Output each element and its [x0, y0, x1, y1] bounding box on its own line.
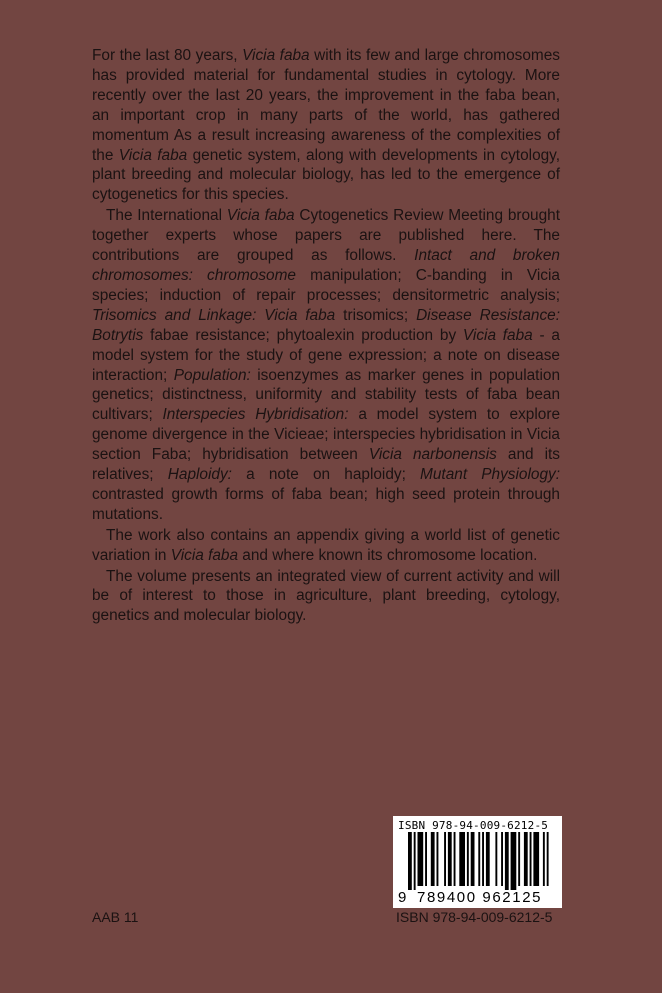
barcode-bar: [431, 832, 435, 886]
barcode-bar: [448, 832, 452, 886]
barcode-bar: [471, 832, 475, 886]
italic-term: Vicia faba: [242, 47, 310, 64]
text-run: For the last 80 years,: [92, 47, 243, 64]
barcode-bar: [444, 832, 446, 886]
blurb-paragraph: [92, 206, 560, 525]
italic-term: Vicia faba: [226, 207, 295, 225]
barcode-bar: [478, 832, 480, 886]
text-run: contrasted growth forms of faba bean; high seed protein through mutations.: [92, 485, 560, 523]
barcode-bar: [486, 832, 490, 886]
barcode-bar: [543, 832, 545, 886]
italic-term: Haploidy:: [167, 466, 232, 484]
blurb-paragraph: [92, 46, 560, 205]
barcode-bar: [425, 832, 427, 886]
barcode-bar: [547, 832, 549, 886]
barcode-bar: [459, 832, 465, 886]
text-run: trisomics;: [335, 306, 417, 324]
back-cover-blurb: [92, 46, 560, 626]
text-run: The volume presents an integrated view of current activity and will be of interest to those in agriculture, plant breeding, cytology, genetics and molecular biology.: [92, 567, 560, 625]
barcode-bar: [530, 832, 532, 886]
barcode-number: 789400 962125: [417, 889, 543, 906]
barcode-bar: [454, 832, 456, 886]
barcode-isbn-text: ISBN 978-94-009-6212-5: [398, 819, 549, 832]
text-run: and where known its chromosome location.: [238, 546, 538, 564]
barcode-bar: [437, 832, 439, 886]
barcode-bar: [524, 832, 528, 886]
blurb-paragraph: [92, 567, 560, 627]
barcode-bar: [505, 832, 509, 890]
text-run: with its few and large chromosomes has provided material for fundamental studies in cytology. More recently over the last 20 years, the improvement in the faba bean, an important crop in many parts of the world, has gathered momentum As a result increasing awareness of the complexities of the: [92, 47, 561, 164]
text-run: fabae resistance; phytoalexin production by: [143, 326, 463, 344]
barcode-bar: [418, 832, 424, 886]
text-run: genetic system, along with developments in cytology, plant breeding and molecular biology, has led to the emergence of cytogenetics for this species.: [92, 146, 561, 204]
barcode-lead-digit: 9: [398, 889, 407, 906]
italic-term: Vicia faba: [170, 546, 239, 564]
barcode-bar: [408, 832, 412, 890]
italic-term: Disease Resistance: Botrytis: [92, 306, 560, 344]
series-code: AAB 11: [92, 909, 139, 925]
isbn-barcode: [393, 816, 562, 908]
italic-term: Vicia faba: [118, 146, 188, 164]
text-run: a note on haploidy;: [231, 466, 421, 484]
italic-term: Mutant Physiology:: [420, 466, 560, 484]
blurb-paragraph: [92, 526, 560, 566]
barcode-bar: [467, 832, 469, 886]
italic-term: Vicia narbonensis: [368, 446, 497, 464]
text-run: Cytogenetics Review Meeting brought together experts whose papers are published here. The contributions are grouped as follows.: [92, 207, 561, 265]
barcode-bar: [511, 832, 517, 890]
barcode-bar: [414, 832, 416, 890]
text-run: The work also contains an appendix giving a world list of genetic variation in: [92, 526, 560, 564]
text-run: isoenzymes as marker genes in population genetics; distinctness, uniformity and stability tests of faba bean cultivars;: [92, 366, 560, 424]
italic-term: Intact and broken chromosomes: chromosome: [92, 247, 560, 284]
barcode-bar: [482, 832, 484, 886]
text-run: a model system to explore genome divergence in the Vicieae; interspecies hybridisation in Vicia section Faba; hybridisation between: [92, 406, 561, 464]
barcode-bar: [533, 832, 539, 886]
footer-isbn: ISBN 978-94-009-6212-5: [396, 909, 553, 925]
text-run: and its relatives;: [92, 446, 561, 484]
barcode-bars: [408, 832, 550, 890]
barcode-bar: [495, 832, 497, 886]
text-run: manipulation; C-banding in Vicia species; induction of repair processes; densitormetric analysis;: [92, 266, 560, 304]
text-run: The International: [106, 207, 227, 225]
text-run: - a model system for the study of gene expression; a note on disease interaction;: [92, 326, 560, 384]
barcode-bar: [518, 832, 520, 886]
italic-term: Interspecies Hybridisation:: [162, 406, 349, 424]
italic-term: Trisomics and Linkage: Vicia faba: [92, 306, 336, 324]
italic-term: Population:: [173, 366, 251, 384]
barcode-bar: [501, 832, 503, 886]
italic-term: Vicia faba: [462, 326, 533, 344]
